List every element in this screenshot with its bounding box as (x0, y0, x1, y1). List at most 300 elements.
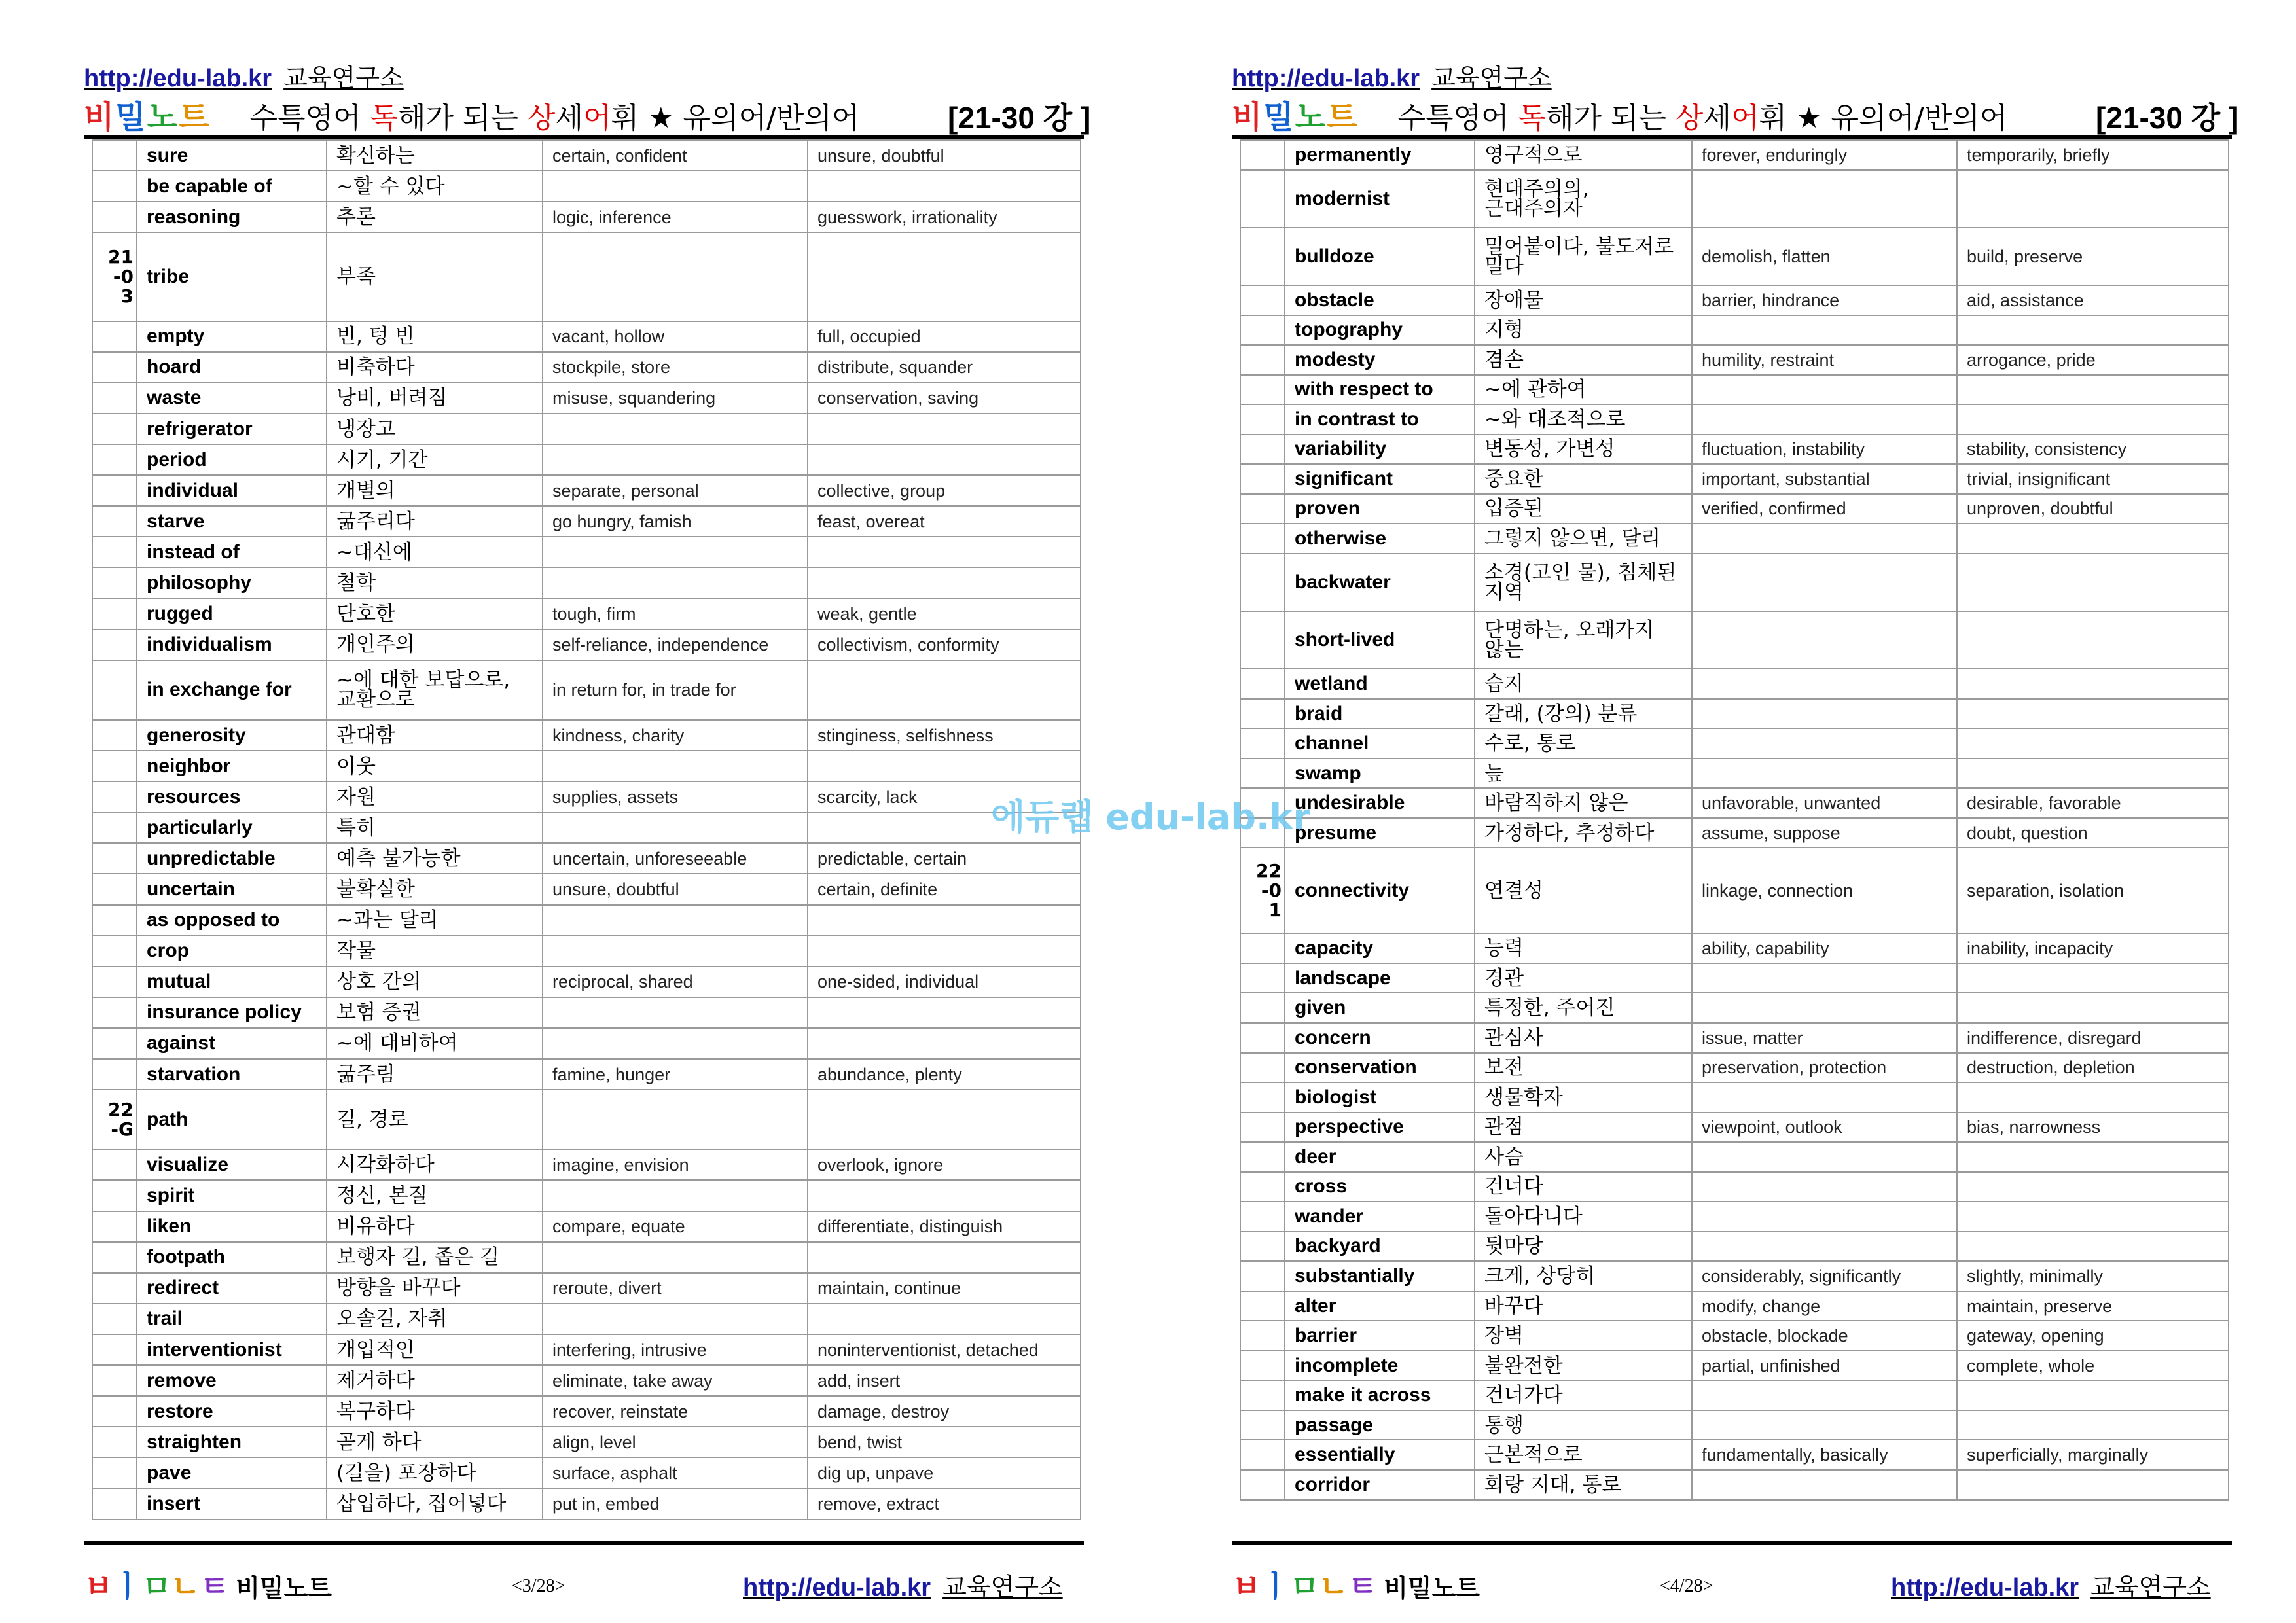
korean-meaning: 철학 (327, 567, 543, 598)
korean-meaning: 수로, 통로 (1475, 728, 1692, 758)
lesson-number (1240, 1410, 1285, 1440)
page-title (84, 92, 1091, 135)
english-word: as opposed to (137, 905, 327, 936)
korean-meaning: 빈, 텅 빈 (327, 321, 543, 352)
table-row (92, 720, 1081, 751)
lesson-number (1240, 1351, 1285, 1381)
korean-meaning: 변동성, 가변성 (1475, 435, 1692, 465)
korean-meaning: ~에 대비하여 (327, 1028, 543, 1059)
footer-url[interactable]: http://edu-lab.kr (1891, 1574, 2079, 1601)
english-word: undesirable (1285, 788, 1475, 818)
page-title (1232, 92, 2239, 135)
korean-meaning: 관대함 (327, 720, 543, 751)
antonyms: add, insert (808, 1365, 1081, 1396)
lesson-number (1240, 1380, 1285, 1410)
lesson-number (1240, 993, 1285, 1023)
english-word: insert (137, 1488, 327, 1520)
table-row (1240, 524, 2229, 554)
synonyms: interfering, intrusive (543, 1334, 808, 1365)
antonyms: differentiate, distinguish (808, 1211, 1081, 1242)
lesson-number (92, 1427, 137, 1457)
english-word: individualism (137, 630, 327, 660)
table-row (1240, 758, 2229, 789)
lesson-number (92, 414, 137, 444)
synonyms: ability, capability (1692, 933, 1957, 963)
synonyms: partial, unfinished (1692, 1351, 1957, 1381)
table-row (1240, 170, 2229, 228)
english-word: tribe (137, 232, 327, 321)
lesson-number (1240, 1142, 1285, 1172)
synonyms (543, 905, 808, 936)
korean-meaning: 생물학자 (1475, 1082, 1692, 1113)
table-row (92, 202, 1081, 232)
synonyms: fundamentally, basically (1692, 1440, 1957, 1470)
antonyms (1957, 611, 2229, 669)
english-word: alter (1285, 1291, 1475, 1321)
antonyms: gateway, opening (1957, 1321, 2229, 1351)
korean-meaning: 길, 경로 (327, 1090, 543, 1149)
english-word: braid (1285, 699, 1475, 729)
vocab-table (1240, 139, 2229, 1501)
synonyms: certain, confident (543, 140, 808, 171)
page-number: <4/28> (1660, 1576, 1713, 1596)
korean-meaning: ~와 대조적으로 (1475, 404, 1692, 435)
english-word: incomplete (1285, 1351, 1475, 1381)
table-row (92, 781, 1081, 812)
antonyms: aid, assistance (1957, 285, 2229, 315)
english-word: in contrast to (1285, 404, 1475, 435)
lesson-number (92, 812, 137, 843)
lesson-number (92, 1180, 137, 1211)
synonyms (1692, 728, 1957, 758)
korean-meaning: 자원 (327, 781, 543, 812)
lesson-number (1240, 963, 1285, 993)
synonyms: obstacle, blockade (1692, 1321, 1957, 1351)
table-row (92, 1242, 1081, 1273)
lesson-number (92, 140, 137, 171)
antonyms: stinginess, selfishness (808, 720, 1081, 751)
lesson-number (92, 506, 137, 537)
korean-meaning: 연결성 (1475, 847, 1692, 933)
antonyms: collectivism, conformity (808, 630, 1081, 660)
footer-logo (1232, 1563, 1480, 1606)
english-word: neighbor (137, 751, 327, 781)
lesson-number (92, 1304, 137, 1334)
english-word: barrier (1285, 1321, 1475, 1351)
table-row (92, 1090, 1081, 1149)
korean-meaning: 습지 (1475, 669, 1692, 699)
footer-logo (84, 1563, 332, 1606)
english-word: deer (1285, 1142, 1475, 1172)
korean-meaning: 굶주림 (327, 1059, 543, 1090)
lesson-number (1240, 1470, 1285, 1500)
korean-meaning: 건너다 (1475, 1172, 1692, 1202)
synonyms (543, 171, 808, 202)
korean-meaning: 불확실한 (327, 874, 543, 904)
korean-meaning: 건너가다 (1475, 1380, 1692, 1410)
lesson-number (92, 1365, 137, 1396)
lesson-number (1240, 315, 1285, 346)
lesson-number (1240, 699, 1285, 729)
antonyms (1957, 404, 2229, 435)
korean-meaning: 크게, 상당히 (1475, 1261, 1692, 1291)
english-word: significant (1285, 464, 1475, 494)
korean-meaning: 복구하다 (327, 1396, 543, 1427)
antonyms (1957, 1232, 2229, 1262)
english-word: swamp (1285, 758, 1475, 789)
antonyms (1957, 993, 2229, 1023)
antonyms: build, preserve (1957, 228, 2229, 285)
antonyms: bend, twist (808, 1427, 1081, 1457)
antonyms: temporarily, briefly (1957, 140, 2229, 170)
synonyms (1692, 669, 1957, 699)
english-word: starvation (137, 1059, 327, 1090)
footer-link[interactable] (743, 1567, 1063, 1603)
table-row (92, 321, 1081, 352)
korean-meaning: 비유하다 (327, 1211, 543, 1242)
synonyms: famine, hunger (543, 1059, 808, 1090)
lesson-number (1240, 464, 1285, 494)
lesson-number (1240, 1113, 1285, 1143)
table-row (92, 1211, 1081, 1242)
header-link[interactable] (84, 58, 404, 94)
english-word: bulldoze (1285, 228, 1475, 285)
korean-meaning: 보행자 길, 좁은 길 (327, 1242, 543, 1273)
antonyms: scarcity, lack (808, 781, 1081, 812)
korean-meaning: 밀어붙이다, 불도저로 밀다 (1475, 228, 1692, 285)
table-row (92, 1273, 1081, 1304)
lesson-number (1240, 1023, 1285, 1053)
footer-link[interactable] (1891, 1567, 2211, 1603)
korean-meaning: 불완전한 (1475, 1351, 1692, 1381)
korean-meaning: 보전 (1475, 1053, 1692, 1083)
english-word: given (1285, 993, 1475, 1023)
table-row (1240, 1113, 2229, 1143)
lesson-number (92, 874, 137, 904)
korean-meaning: ~할 수 있다 (327, 171, 543, 202)
page-number: <3/28> (512, 1576, 565, 1596)
synonyms (543, 997, 808, 1028)
korean-meaning: 개별의 (327, 475, 543, 506)
synonyms (543, 1180, 808, 1211)
korean-meaning: 방향을 바꾸다 (327, 1273, 543, 1304)
korean-meaning: 관점 (1475, 1113, 1692, 1143)
table-row (1240, 1410, 2229, 1440)
english-word: channel (1285, 728, 1475, 758)
synonyms (1692, 1410, 1957, 1440)
table-row (92, 843, 1081, 874)
korean-meaning: 갈래, (강의) 분류 (1475, 699, 1692, 729)
english-word: rugged (137, 599, 327, 630)
synonyms: recover, reinstate (543, 1396, 808, 1427)
english-word: short-lived (1285, 611, 1475, 669)
korean-meaning: 단명하는, 오래가지 않는 (1475, 611, 1692, 669)
antonyms: predictable, certain (808, 843, 1081, 874)
korean-meaning: 개인주의 (327, 630, 543, 660)
antonyms: bias, narrowness (1957, 1113, 2229, 1143)
table-row (1240, 1351, 2229, 1381)
antonyms: trivial, insignificant (1957, 464, 2229, 494)
english-word: sure (137, 140, 327, 171)
table-row (1240, 1053, 2229, 1083)
header-rule (1232, 135, 2232, 139)
antonyms (1957, 758, 2229, 789)
english-word: trail (137, 1304, 327, 1334)
english-word: straighten (137, 1427, 327, 1457)
lesson-number (92, 905, 137, 936)
antonyms: maintain, preserve (1957, 1291, 2229, 1321)
korean-meaning: 시각화하다 (327, 1149, 543, 1180)
antonyms: arrogance, pride (1957, 345, 2229, 375)
korean-meaning: 보험 증권 (327, 997, 543, 1028)
antonyms (1957, 699, 2229, 729)
lesson-number (92, 1028, 137, 1059)
english-word: landscape (1285, 963, 1475, 993)
korean-meaning: 통행 (1475, 1410, 1692, 1440)
english-word: remove (137, 1365, 327, 1396)
lesson-number (92, 1273, 137, 1304)
antonyms (1957, 554, 2229, 611)
english-word: uncertain (137, 874, 327, 904)
synonyms: vacant, hollow (543, 321, 808, 352)
synonyms (1692, 758, 1957, 789)
synonyms (1692, 1202, 1957, 1232)
antonyms: one-sided, individual (808, 967, 1081, 997)
english-word: waste (137, 383, 327, 414)
table-row (1240, 1202, 2229, 1232)
table-row (1240, 554, 2229, 611)
synonyms: verified, confirmed (1692, 494, 1957, 524)
lesson-number (92, 352, 137, 383)
synonyms: linkage, connection (1692, 847, 1957, 933)
synonyms: surface, asphalt (543, 1457, 808, 1488)
english-word: cross (1285, 1172, 1475, 1202)
synonyms: imagine, envision (543, 1149, 808, 1180)
lesson-number (1240, 1440, 1285, 1470)
english-word: liken (137, 1211, 327, 1242)
synonyms (1692, 170, 1957, 228)
korean-meaning: 삽입하다, 집어넣다 (327, 1488, 543, 1520)
antonyms: superficially, marginally (1957, 1440, 2229, 1470)
synonyms (1692, 524, 1957, 554)
synonyms: misuse, squandering (543, 383, 808, 414)
lesson-number (92, 781, 137, 812)
table-row (1240, 699, 2229, 729)
english-word: essentially (1285, 1440, 1475, 1470)
english-word: footpath (137, 1242, 327, 1273)
korean-meaning: 바꾸다 (1475, 1291, 1692, 1321)
antonyms (808, 537, 1081, 567)
antonyms: slightly, minimally (1957, 1261, 2229, 1291)
table-row (92, 567, 1081, 598)
lesson-number (92, 599, 137, 630)
synonyms: assume, suppose (1692, 818, 1957, 848)
lesson-number (1240, 140, 1285, 170)
korean-meaning: 지형 (1475, 315, 1692, 346)
english-word: in exchange for (137, 660, 327, 720)
korean-meaning: 이웃 (327, 751, 543, 781)
synonyms: unfavorable, unwanted (1692, 788, 1957, 818)
synonyms: compare, equate (543, 1211, 808, 1242)
table-row (92, 506, 1081, 537)
lesson-number (92, 660, 137, 720)
header-link[interactable] (1232, 58, 1552, 94)
antonyms: unsure, doubtful (808, 140, 1081, 171)
antonyms (1957, 728, 2229, 758)
watermark: 에듀랩 edu-lab.kr (991, 796, 1311, 838)
table-row (92, 599, 1081, 630)
english-word: interventionist (137, 1334, 327, 1365)
lesson-number (92, 751, 137, 781)
english-word: visualize (137, 1149, 327, 1180)
antonyms (808, 567, 1081, 598)
antonyms: inability, incapacity (1957, 933, 2229, 963)
table-row (1240, 1261, 2229, 1291)
korean-meaning: 경관 (1475, 963, 1692, 993)
english-word: topography (1285, 315, 1475, 346)
english-word: backwater (1285, 554, 1475, 611)
korean-meaning: 특히 (327, 812, 543, 843)
lesson-number (92, 444, 137, 475)
footer-org: 교육연구소 (942, 1573, 1063, 1601)
synonyms (543, 1090, 808, 1149)
synonyms: separate, personal (543, 475, 808, 506)
footer-rule (1232, 1541, 2232, 1545)
antonyms: noninterventionist, detached (808, 1334, 1081, 1365)
lesson-number (92, 321, 137, 352)
antonyms: indifference, disregard (1957, 1023, 2229, 1053)
synonyms: unsure, doubtful (543, 874, 808, 904)
antonyms: doubt, question (1957, 818, 2229, 848)
english-word: conservation (1285, 1053, 1475, 1083)
table-row (1240, 1232, 2229, 1262)
english-word: restore (137, 1396, 327, 1427)
synonyms: logic, inference (543, 202, 808, 232)
synonyms (1692, 1142, 1957, 1172)
table-row (1240, 933, 2229, 963)
lesson-number: 22 -G (92, 1090, 137, 1149)
antonyms (1957, 1082, 2229, 1113)
korean-meaning: 현대주의의, 근대주의자 (1475, 170, 1692, 228)
lesson-number (1240, 285, 1285, 315)
table-row (92, 936, 1081, 967)
lesson-number (92, 567, 137, 598)
korean-meaning: 오솔길, 자취 (327, 1304, 543, 1334)
korean-meaning: ~에 관하여 (1475, 375, 1692, 405)
korean-meaning: ~과는 달리 (327, 905, 543, 936)
antonyms: complete, whole (1957, 1351, 2229, 1381)
lesson-number (1240, 1291, 1285, 1321)
table-row (92, 812, 1081, 843)
footer-rule (84, 1541, 1084, 1545)
english-word: modernist (1285, 170, 1475, 228)
antonyms (808, 171, 1081, 202)
korean-meaning: ~대신에 (327, 537, 543, 567)
table-row (92, 1396, 1081, 1427)
antonyms (1957, 170, 2229, 228)
korean-meaning: 입증된 (1475, 494, 1692, 524)
korean-meaning: 그렇지 않으면, 달리 (1475, 524, 1692, 554)
table-row (1240, 728, 2229, 758)
lesson-number (92, 475, 137, 506)
lesson-number (1240, 554, 1285, 611)
table-row (92, 1365, 1081, 1396)
page-right (1148, 0, 2296, 1623)
english-word: insurance policy (137, 997, 327, 1028)
synonyms (543, 232, 808, 321)
korean-meaning: 확신하는 (327, 140, 543, 171)
antonyms (808, 905, 1081, 936)
footer-url[interactable]: http://edu-lab.kr (743, 1574, 931, 1601)
table-row (92, 1457, 1081, 1488)
antonyms (808, 1180, 1081, 1211)
table-row (92, 414, 1081, 444)
synonyms: reroute, divert (543, 1273, 808, 1304)
synonyms (1692, 699, 1957, 729)
table-row (92, 1427, 1081, 1457)
korean-meaning: 예측 불가능한 (327, 843, 543, 874)
korean-meaning: 낭비, 버려짐 (327, 383, 543, 414)
antonyms (1957, 963, 2229, 993)
lesson-number (1240, 170, 1285, 228)
table-row (92, 1488, 1081, 1520)
korean-meaning: 특정한, 주어진 (1475, 993, 1692, 1023)
lesson-number (92, 1488, 137, 1520)
english-word: empty (137, 321, 327, 352)
lesson-number (92, 1149, 137, 1180)
lesson-number (1240, 1202, 1285, 1232)
antonyms (808, 997, 1081, 1028)
table-row (1240, 669, 2229, 699)
antonyms: feast, overeat (808, 506, 1081, 537)
header-url[interactable]: http://edu-lab.kr (84, 65, 272, 92)
english-word: particularly (137, 812, 327, 843)
english-word: crop (137, 936, 327, 967)
synonyms (543, 537, 808, 567)
lesson-number (1240, 404, 1285, 435)
antonyms (1957, 524, 2229, 554)
table-row (1240, 315, 2229, 346)
lesson-number (1240, 524, 1285, 554)
antonyms: full, occupied (808, 321, 1081, 352)
english-word: wander (1285, 1202, 1475, 1232)
table-row (1240, 963, 2229, 993)
table-row (92, 444, 1081, 475)
lesson-number (1240, 435, 1285, 465)
english-word: instead of (137, 537, 327, 567)
english-word: unpredictable (137, 843, 327, 874)
korean-meaning: 상호 간의 (327, 967, 543, 997)
english-word: make it across (1285, 1380, 1475, 1410)
synonyms: eliminate, take away (543, 1365, 808, 1396)
lesson-number (92, 1059, 137, 1090)
header-url[interactable]: http://edu-lab.kr (1232, 65, 1420, 92)
synonyms: self-reliance, independence (543, 630, 808, 660)
antonyms: guesswork, irrationality (808, 202, 1081, 232)
synonyms: issue, matter (1692, 1023, 1957, 1053)
antonyms: collective, group (808, 475, 1081, 506)
korean-meaning: 굶주리다 (327, 506, 543, 537)
antonyms: remove, extract (808, 1488, 1081, 1520)
lesson-number: 21 -0 3 (92, 232, 137, 321)
table-row (1240, 1082, 2229, 1113)
synonyms (1692, 375, 1957, 405)
korean-meaning: 곧게 하다 (327, 1427, 543, 1457)
table-row (1240, 788, 2229, 818)
synonyms: go hungry, famish (543, 506, 808, 537)
lesson-number (92, 1242, 137, 1273)
lesson-number (1240, 1082, 1285, 1113)
